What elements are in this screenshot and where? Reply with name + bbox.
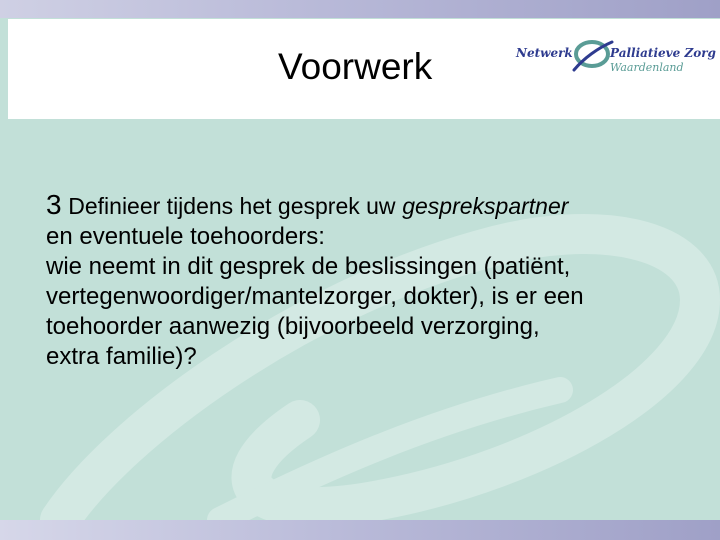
logo <box>510 32 716 80</box>
logo-right-text: Palliatieve Zorg <box>610 46 716 60</box>
bullet-line: vertegenwoordiger/mantelzorger, dokter), is er een <box>46 283 584 310</box>
logo-left-text: Netwerk <box>516 46 573 60</box>
bullet-emphasis: gesprekspartner <box>402 193 569 219</box>
bullet-line: extra familie)? <box>46 343 197 370</box>
logo-swirl-icon <box>570 36 614 74</box>
bullet-line: en eventuele toehoorders: <box>46 223 325 250</box>
bullet-text <box>46 190 706 372</box>
bullet-line: toehoorder aanwezig (bijvoorbeeld verzorging, <box>46 313 540 340</box>
logo-subtitle: Waardenland <box>610 61 684 74</box>
slide-title: Voorwerk <box>278 46 433 87</box>
bottom-bar <box>0 520 720 540</box>
bullet-first-line <box>46 190 706 222</box>
bullet-number: 3 <box>46 189 62 220</box>
bullet-lead: Definieer tijdens het gesprek uw <box>68 193 396 219</box>
bullet-line: wie neemt in dit gesprek de beslissingen (patiënt, <box>46 253 571 280</box>
